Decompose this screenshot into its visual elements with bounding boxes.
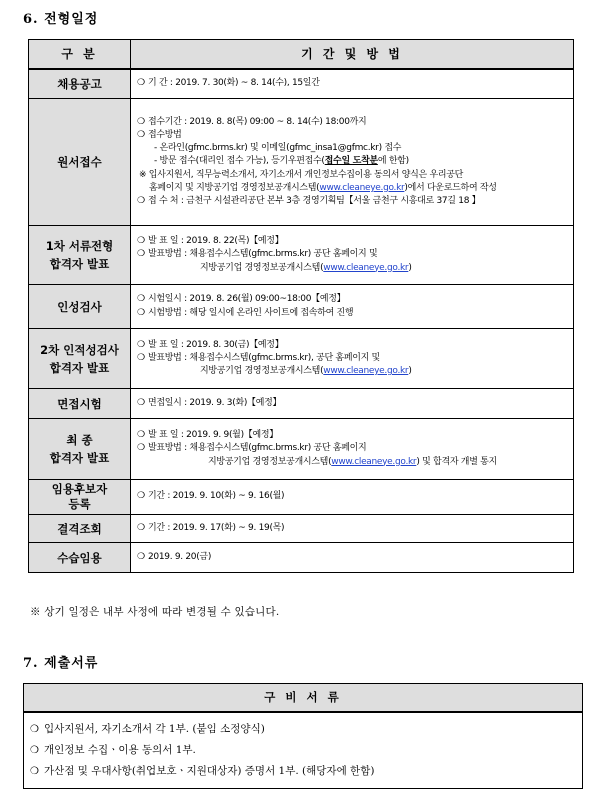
table-row: [29, 419, 574, 480]
list-item: ❍ 가산점 및 우대사항(취업보호ㆍ지원대상자) 증명서 1부. (해당자에 한함): [30, 761, 576, 782]
bullet-icon: ❍: [137, 352, 145, 363]
row-label-first-result: 1차 서류전형 합격자 발표: [29, 226, 131, 285]
row-label-final-result: 최 종 합격자 발표: [29, 419, 131, 480]
schedule-table: [28, 39, 574, 573]
bullet-icon: ❍: [137, 294, 145, 305]
documents-header: 구 비 서 류: [24, 684, 583, 712]
bullet-icon: ❍: [137, 129, 145, 140]
table-row: [29, 329, 574, 389]
documents-header-row: [24, 684, 583, 712]
table-row: [29, 69, 574, 99]
row-label-application: 원서접수: [29, 99, 131, 226]
row-label-second-result: 2차 인적성검사 합격자 발표: [29, 329, 131, 389]
documents-table: [23, 683, 583, 789]
bullet-icon: ❍: [137, 249, 145, 260]
bullet-icon: ❍: [30, 765, 39, 777]
bullet-icon: ❍: [137, 116, 145, 127]
table-row: [29, 480, 574, 515]
bullet-icon: ❍: [137, 78, 145, 89]
header-period-method: 기 간 및 방 법: [131, 40, 574, 69]
schedule-change-note: ※ 상기 일정은 내부 사정에 따라 변경될 수 있습니다.: [30, 606, 280, 618]
bullet-icon: ❍: [137, 551, 145, 562]
documents-list: [24, 712, 583, 789]
bullet-icon: ❍: [137, 307, 145, 318]
row-content: ❍ 기간 : 2019. 9. 10(화) ~ 9. 16(월): [131, 480, 574, 515]
row-content: ❍ 접수기간 : 2019. 8. 8(목) 09:00 ~ 8. 14(수) 18:00까지 ❍ 접수방법 - 온라인(gfmc.brms.kr) 및 이메일(gfmc_insa1@gfmc.kr) 접수 - 방문 접수(대리인 접수 가능), 등기우편접수(접수일 도착분에 한함) ※ 입사지원서, 직무능력소개서, 자기소개서 개인정보수집이용 동의서 양식은 우리공단 홈페이지 및 지방공기업 경영정보공개시스템(www.cleaneye.go.kr)에서 다운로드하여 작성 ❍ 접 수 처 : 금천구 시설관리공단 본부 3층 경영기획팀【서울 금천구 시흥대로 37길 18 】: [131, 99, 574, 226]
bullet-icon: ❍: [137, 339, 145, 350]
table-row: [24, 712, 583, 789]
table-row: [29, 99, 574, 226]
table-row: [29, 389, 574, 419]
row-content: ❍ 발 표 일 : 2019. 8. 30(금)【예정】 ❍ 발표방법 : 채용접수시스템(gfmc.brms.kr), 공단 홈페이지 및 지방공기업 경영정보공개시스템(www.cleaneye.go.kr): [131, 329, 574, 389]
bullet-icon: ❍: [137, 443, 145, 454]
row-content: ❍ 발 표 일 : 2019. 9. 9(월)【예정】 ❍ 발표방법 : 채용접수시스템(gfmc.brms.kr) 공단 홈페이지 지방공기업 경영정보공개시스템(www.cleaneye.go.kr) 및 합격자 개별 통지: [131, 419, 574, 480]
row-label-probation: 수습임용: [29, 543, 131, 573]
row-content: ❍ 기간 : 2019. 9. 17(화) ~ 9. 19(목): [131, 515, 574, 543]
bullet-icon: ❍: [30, 744, 39, 756]
cleaneye-link[interactable]: www.cleaneye.go.kr: [331, 456, 417, 467]
cleaneye-link[interactable]: www.cleaneye.go.kr: [319, 182, 405, 193]
cleaneye-link[interactable]: www.cleaneye.go.kr: [323, 366, 409, 377]
bullet-icon: ❍: [137, 430, 145, 441]
table-row: [29, 226, 574, 285]
row-content: ❍ 2019. 9. 20(금): [131, 543, 574, 573]
section-6-title: 6. 전형일정: [23, 12, 99, 27]
row-label-announcement: 채용공고: [29, 69, 131, 99]
row-label-interview: 면접시험: [29, 389, 131, 419]
bullet-icon: ❍: [30, 723, 39, 735]
bullet-icon: ❍: [137, 196, 145, 206]
schedule-header-row: [29, 40, 574, 69]
row-label-candidate-registration: 임용후보자 등록: [29, 480, 131, 515]
row-label-disqualification-check: 결격조회: [29, 515, 131, 543]
row-content: ❍ 기 간 : 2019. 7. 30(화) ~ 8. 14(수), 15일간: [131, 69, 574, 99]
row-label-personality-test: 인성검사: [29, 285, 131, 329]
row-content: ❍ 시험일시 : 2019. 8. 26(월) 09:00~18:00【예정】 ❍ 시험방법 : 해당 일시에 온라인 사이트에 접속하여 진행: [131, 285, 574, 329]
table-row: [29, 515, 574, 543]
row-content: ❍ 면접일시 : 2019. 9. 3(화)【예정】: [131, 389, 574, 419]
list-item: ❍ 입사지원서, 자기소개서 각 1부. (붙임 소정양식): [30, 719, 576, 740]
section-7-title: 7. 제출서류: [23, 656, 99, 671]
table-row: [29, 543, 574, 573]
list-item: ❍ 개인정보 수집ㆍ이용 동의서 1부.: [30, 740, 576, 761]
bullet-icon: ❍: [137, 236, 145, 247]
bullet-icon: ❍: [137, 491, 145, 502]
row-content: ❍ 발 표 일 : 2019. 8. 22(목)【예정】 ❍ 발표방법 : 채용접수시스템(gfmc.brms.kr) 공단 홈페이지 및 지방공기업 경영정보공개시스템(www.cleaneye.go.kr): [131, 226, 574, 285]
table-row: [29, 285, 574, 329]
header-category: 구 분: [29, 40, 131, 69]
cleaneye-link[interactable]: www.cleaneye.go.kr: [323, 262, 409, 273]
bullet-icon: ❍: [137, 522, 145, 533]
bullet-icon: ❍: [137, 397, 145, 408]
